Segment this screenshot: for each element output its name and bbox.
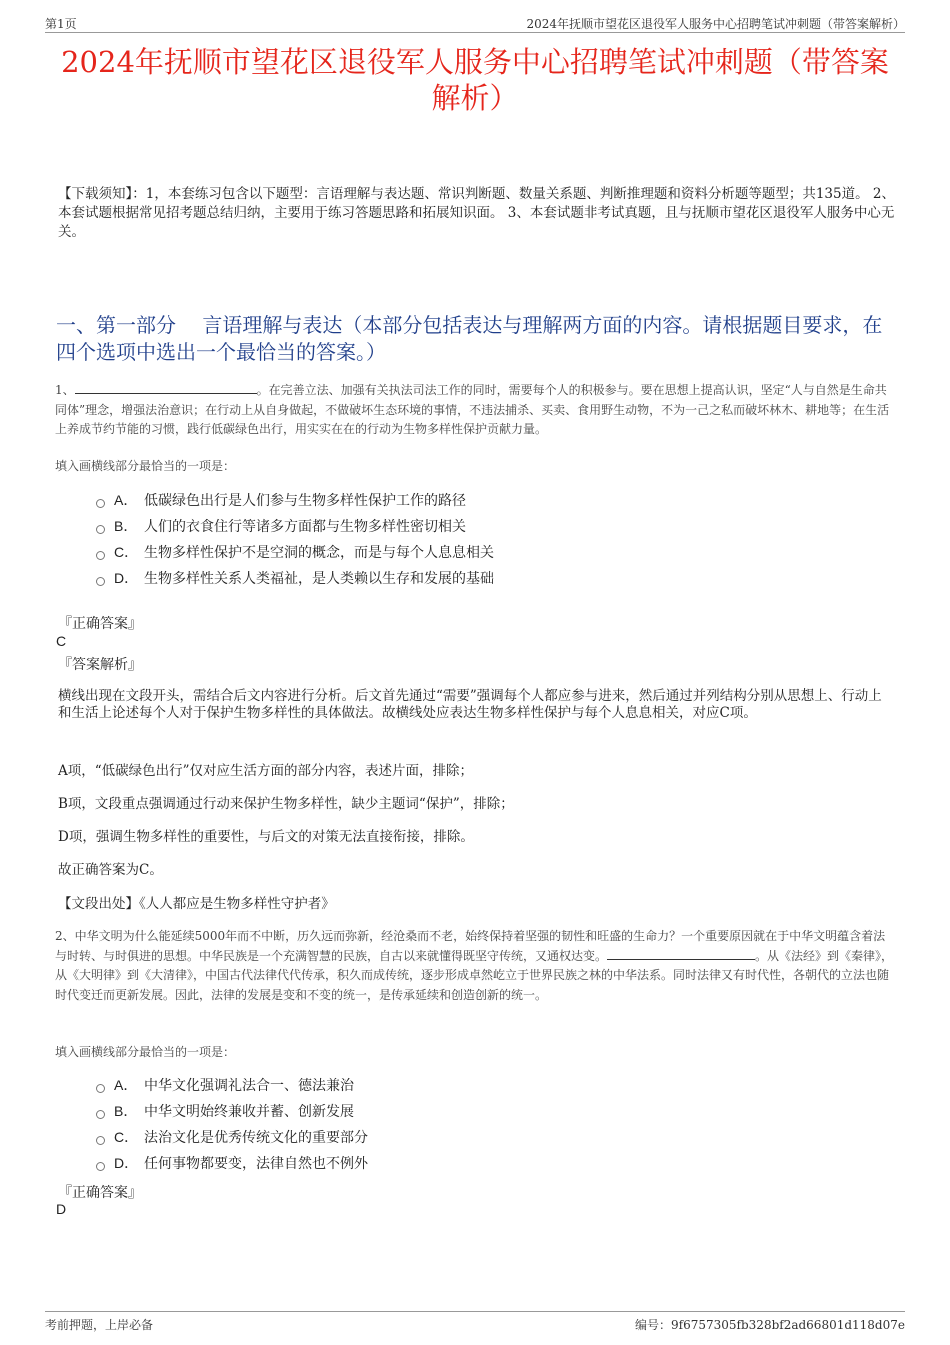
question-1-source: 【文段出处】《人人都应是生物多样性守护者》 [58,896,335,912]
page-footer [45,1311,905,1334]
question-1-analysis-main: 横线出现在文段开头，需结合后文内容进行分析。后文首先通过“需要”强调每个人都应参与进来，然后通过并列结构分别从思想上、行动上和生活上论述每个人对于保护生物多样性的具体做法。故横线处应表达生物多样性保护与每个人息息相关，对应C项。 [58,688,882,721]
question-2-option-d[interactable]: D． 任何事物都要变，法律自然也不例外 [96,1150,368,1176]
question-1-analysis-a: A项，“低碳绿色出行”仅对应生活方面的部分内容，表述片面，排除； [58,763,474,779]
question-1-text: 。在完善立法、加强有关执法司法工作的同时，需要每个人的积极参与。要在思想上提高认识，坚定“人与自然是生命共同体”理念，增强法治意识；在行动上从自身做起，不做破坏生态环境的事情，不违法捕杀、买卖、食用野生动物，不为一己之私而破坏林木、耕地等；在生活上养成节约节能的习惯，践行低碳绿色出行，用实实在在的行动为生物多样性保护贡献力量。 [55,383,890,436]
question-1-conclusion: 故正确答案为C。 [58,862,163,878]
question-2-answer: D [56,1201,67,1217]
radio-icon[interactable] [96,551,105,560]
question-1-option-d[interactable]: D． 生物多样性关系人类福祉，是人类赖以生存和发展的基础 [96,565,494,591]
question-1-blank [75,381,257,394]
question-1-fill-hint: 填入画横线部分最恰当的一项是： [55,459,236,473]
question-1-number: 1、 [55,383,75,397]
radio-icon[interactable] [96,1110,105,1119]
question-2-options [96,1072,368,1176]
question-2-stem [55,927,895,1005]
question-2-option-a[interactable]: A． 中华文化强调礼法合一、德法兼治 [96,1072,368,1098]
question-2-number: 2、 [55,929,75,943]
question-1-analysis-b: B项，文段重点强调通过行动来保护生物多样性，缺少主题词“保护”，排除； [58,796,514,812]
radio-icon[interactable] [96,499,105,508]
question-1-analysis-label: 『答案解析』 [58,657,142,673]
question-2-fill-hint: 填入画横线部分最恰当的一项是： [55,1045,236,1059]
question-1-option-a[interactable]: A． 低碳绿色出行是人们参与生物多样性保护工作的路径 [96,487,494,513]
question-2-option-c[interactable]: C． 法治文化是优秀传统文化的重要部分 [96,1124,368,1150]
question-2-text-before: 中华文明为什么能延续5000年而不中断，历久远而弥新，经沧桑而不老，始终保持着坚强的韧性和旺盛的生命力？一个重要原因就在于中华文明蕴含着法与时转、与时俱进的思想。中华民族是一个充满智慧的民族，自古以来就懂得既坚守传统，又通权达变。 [55,929,886,963]
radio-icon[interactable] [96,1136,105,1145]
question-1-option-b[interactable]: B． 人们的衣食住行等诸多方面都与生物多样性密切相关 [96,513,494,539]
question-1-analysis-d: D项，强调生物多样性的重要性，与后文的对策无法直接衔接，排除。 [58,829,474,845]
running-title: 2024年抚顺市望花区退役军人服务中心招聘笔试冲刺题（带答案解析） [526,17,905,31]
section-title: 一、第一部分 言语理解与表达（本部分包括表达与理解两方面的内容。请根据题目要求，在四个选项中选出一个最恰当的答案。） [56,313,883,364]
page-number: 第1页 [45,17,77,31]
question-2-answer-label: 『正确答案』 [58,1185,142,1201]
radio-icon[interactable] [96,525,105,534]
footer-serial: 编号：9f6757305fb328bf2ad66801d118d07e [635,1318,905,1332]
radio-icon[interactable] [96,577,105,586]
question-2-blank [607,947,755,960]
question-1-answer-label: 『正确答案』 [58,616,142,632]
question-2-option-b[interactable]: B． 中华文明始终兼收并蓄、创新发展 [96,1098,368,1124]
question-1-options [96,487,494,591]
page-header [45,14,905,33]
question-1-option-c[interactable]: C． 生物多样性保护不是空洞的概念，而是与每个人息息相关 [96,539,494,565]
radio-icon[interactable] [96,1162,105,1171]
question-1-stem [55,381,895,440]
question-2-text-after: 。从《法经》到《秦律》，从《大明律》到《大清律》，中国古代法律代代传承，积久而成传统，逐步形成卓然屹立于世界民族之林的中华法系。同时法律又有时代性，各朝代的立法也随时代变迁而更新发展。因此，法律的发展是变和不变的统一，是传承延续和创造创新的统一。 [55,948,894,1002]
download-notice: 【下载须知】：1，本套练习包含以下题型：言语理解与表达题、常识判断题、数量关系题、判断推理题和资料分析题等题型；共135道。 2、本套试题根据常见招考题总结归纳，主要用于练习答题思路和拓展知识面。 3、本套试题非考试真题，且与抚顺市望花区退役军人服务中心无关。 [58,186,895,240]
question-1-answer: C [56,633,67,649]
radio-icon[interactable] [96,1084,105,1093]
document-title: 2024年抚顺市望花区退役军人服务中心招聘笔试冲刺题（带答案解析） [61,45,889,115]
footer-slogan: 考前押题，上岸必备 [45,1318,154,1332]
